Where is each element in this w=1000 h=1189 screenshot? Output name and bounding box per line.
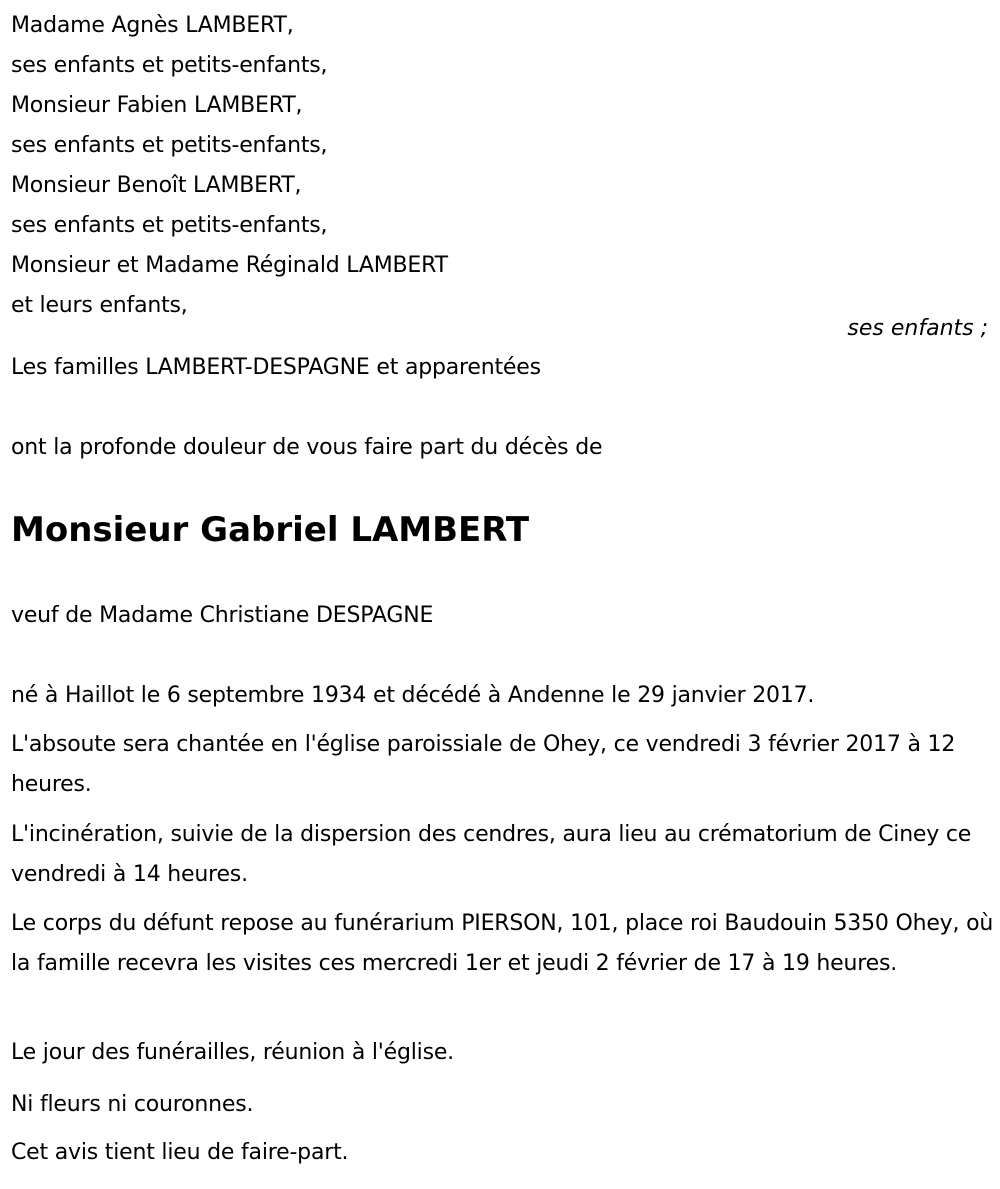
paragraph-absoute: L'absoute sera chantée en l'église paroissiale de Ohey, ce vendredi 3 février 2017 à 12 heures. xyxy=(11,732,956,797)
family-line: ses enfants et petits-enfants, xyxy=(11,213,328,238)
family-line: Monsieur Benoît LAMBERT, xyxy=(11,173,302,198)
paragraph-no-flowers: Ni fleurs ni couronnes. xyxy=(11,1092,254,1117)
family-line: ses enfants et petits-enfants, xyxy=(11,133,328,158)
family-line: et leurs enfants, xyxy=(11,293,188,318)
deceased-name: Monsieur Gabriel LAMBERT xyxy=(11,510,530,550)
paragraph-meeting: Le jour des funérailles, réunion à l'église. xyxy=(11,1040,454,1065)
families-line: Les familles LAMBERT-DESPAGNE et apparentées xyxy=(11,355,541,380)
paragraph-notice: Cet avis tient lieu de faire-part. xyxy=(11,1140,349,1165)
family-line: Monsieur et Madame Réginald LAMBERT xyxy=(11,253,448,278)
paragraph-incineration: L'incinération, suivie de la dispersion des cendres, aura lieu au crématorium de Ciney ce vendredi à 14 heures. xyxy=(11,822,972,887)
paragraph-birth-death: né à Haillot le 6 septembre 1934 et décédé à Andenne le 29 janvier 2017. xyxy=(11,683,815,708)
family-line: ses enfants et petits-enfants, xyxy=(11,53,328,78)
family-line: Monsieur Fabien LAMBERT, xyxy=(11,93,303,118)
announcement: ont la profonde douleur de vous faire part du décès de xyxy=(11,435,603,460)
widower-of: veuf de Madame Christiane DESPAGNE xyxy=(11,603,434,628)
family-line: Madame Agnès LAMBERT, xyxy=(11,13,294,38)
paragraph-funerarium: Le corps du défunt repose au funérarium PIERSON, 101, place roi Baudouin 5350 Ohey, où la famille recevra les visites ces mercredi 1er et jeudi 2 février de 17 à 19 heures. xyxy=(11,911,994,976)
side-note: ses enfants ; xyxy=(847,316,988,341)
